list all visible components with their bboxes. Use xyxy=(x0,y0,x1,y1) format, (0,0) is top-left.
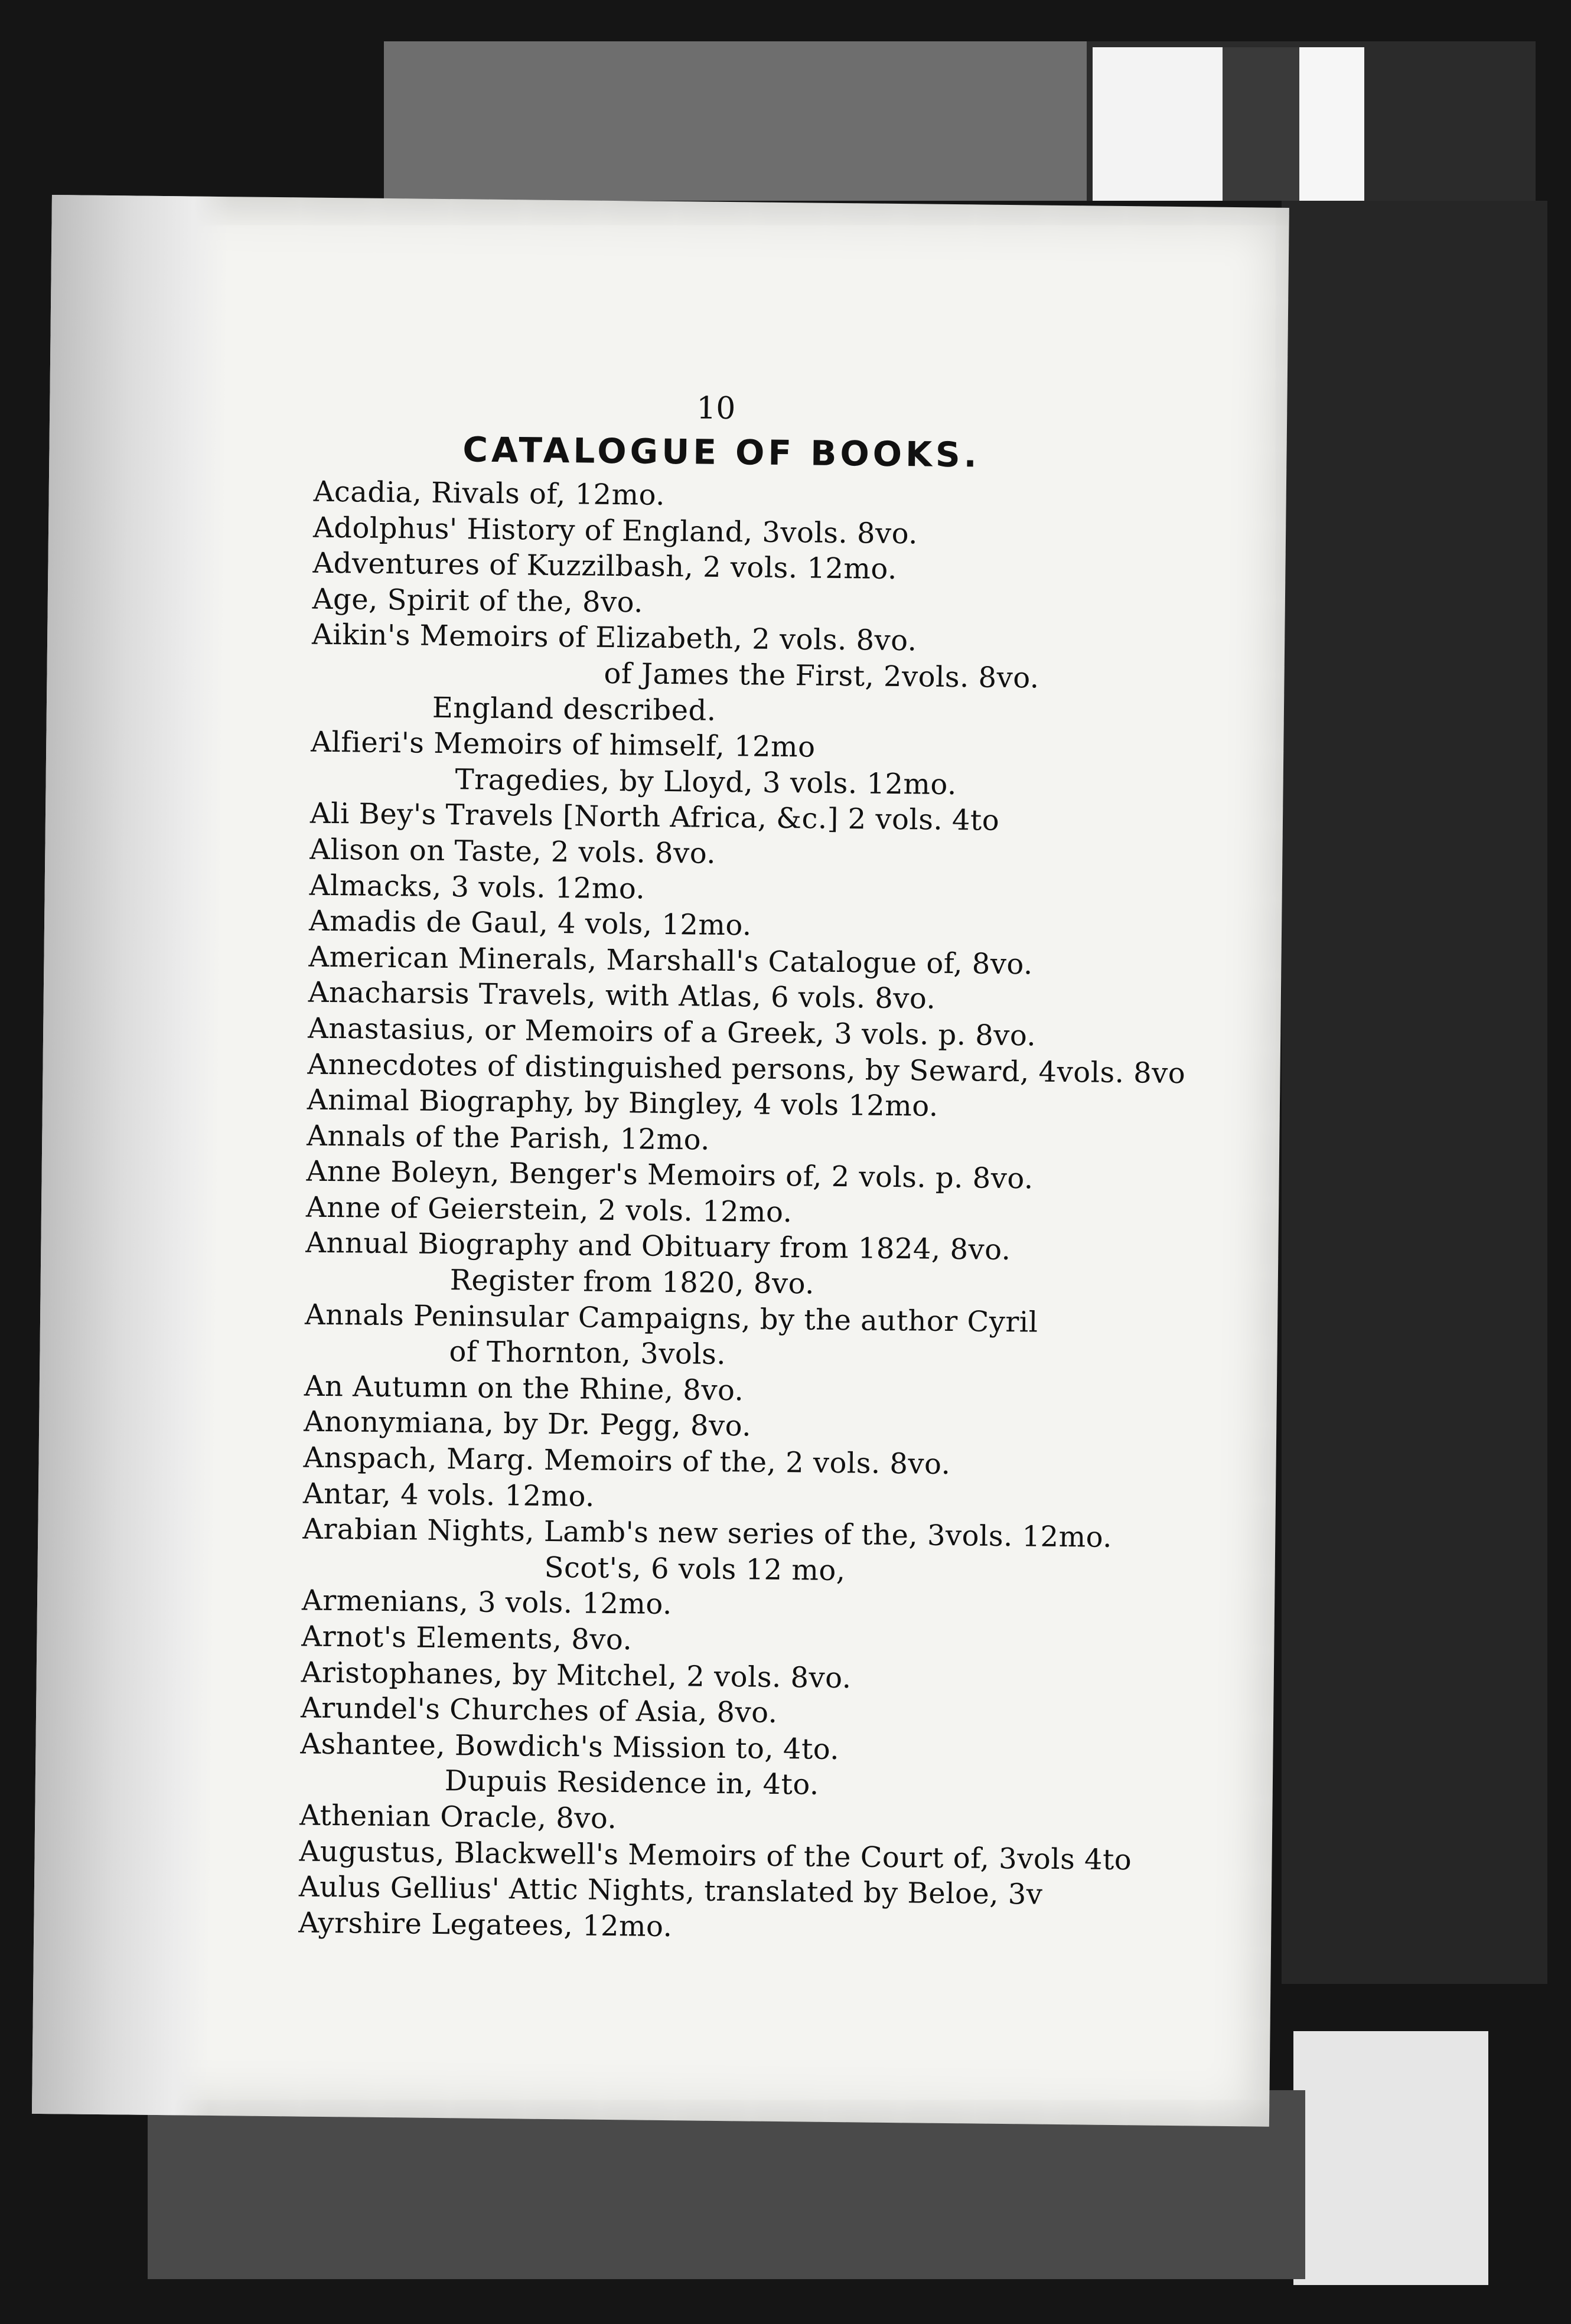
catalogue-entry: Annecdotes of distinguished persons, by Seward, 4vols. 8vo xyxy=(307,1047,1186,1090)
catalogue-entry: Antar, 4 vols. 12mo. xyxy=(302,1477,595,1513)
catalogue-entry: of Thornton, 3vols. xyxy=(449,1335,726,1372)
catalogue-entry: Anacharsis Travels, with Atlas, 6 vols. 8vo. xyxy=(308,975,936,1016)
catalogue-entry: Annual Biography and Obituary from 1824, 8vo. xyxy=(305,1226,1011,1267)
catalogue-entry: England described. xyxy=(432,691,716,727)
background-strip xyxy=(1282,201,1547,1984)
catalogue-entry: Register from 1820, 8vo. xyxy=(449,1264,815,1301)
catalogue-entry: Dupuis Residence in, 4to. xyxy=(444,1764,819,1802)
catalogue-entry: Acadia, Rivals of, 12mo. xyxy=(313,475,666,512)
background-strip xyxy=(1093,47,1223,201)
catalogue-entry: Athenian Oracle, 8vo. xyxy=(299,1799,617,1836)
catalogue-entry: Alison on Taste, 2 vols. 8vo. xyxy=(309,833,716,870)
background-strip xyxy=(1299,47,1364,201)
catalogue-entry: Almacks, 3 vols. 12mo. xyxy=(309,869,646,906)
catalogue-entry: Aikin's Memoirs of Elizabeth, 2 vols. 8vo. xyxy=(311,618,917,658)
page-binding-edge xyxy=(32,195,229,2116)
catalogue-page xyxy=(32,195,1289,2127)
catalogue-entry-list xyxy=(298,474,1259,1951)
catalogue-entry: Arundel's Churches of Asia, 8vo. xyxy=(300,1691,778,1730)
catalogue-entry: Animal Biography, by Bingley, 4 vols 12mo. xyxy=(307,1083,938,1123)
catalogue-entry: American Minerals, Marshall's Catalogue of, 8vo. xyxy=(308,940,1034,981)
catalogue-entry: Ali Bey's Travels [North Africa, &c.] 2 vols. 4to xyxy=(309,797,1000,838)
catalogue-entry: Annals Peninsular Campaigns, by the author Cyril xyxy=(304,1298,1038,1339)
catalogue-entry: An Autumn on the Rhine, 8vo. xyxy=(304,1369,744,1408)
catalogue-entry: Annals of the Parish, 12mo. xyxy=(307,1119,710,1157)
catalogue-entry: Adventures of Kuzzilbash, 2 vols. 12mo. xyxy=(312,546,898,586)
catalogue-entry: Anne Boleyn, Benger's Memoirs of, 2 vols. p. 8vo. xyxy=(306,1154,1034,1196)
catalogue-entry: Amadis de Gaul, 4 vols, 12mo. xyxy=(308,904,752,942)
catalogue-entry: Anastasius, or Memoirs of a Greek, 3 vols. p. 8vo. xyxy=(307,1011,1037,1053)
background-strip xyxy=(1293,2031,1488,2285)
catalogue-entry: Aulus Gellius' Attic Nights, translated by Beloe, 3v xyxy=(298,1870,1043,1911)
catalogue-entry: Ayrshire Legatees, 12mo. xyxy=(298,1906,673,1943)
background-strip xyxy=(384,41,1087,201)
catalogue-entry: Anne of Geierstein, 2 vols. 12mo. xyxy=(305,1190,793,1229)
catalogue-entry: Anspach, Marg. Memoirs of the, 2 vols. 8vo. xyxy=(303,1441,951,1481)
catalogue-entry: Arabian Nights, Lamb's new series of the, 3vols. 12mo. xyxy=(302,1512,1113,1555)
page-title: CATALOGUE OF BOOKS. xyxy=(462,429,981,475)
catalogue-entry: of James the First, 2vols. 8vo. xyxy=(604,657,1039,695)
catalogue-entry: Tragedies, by Lloyd, 3 vols. 12mo. xyxy=(455,762,957,801)
catalogue-entry: Augustus, Blackwell's Memoirs of the Court of, 3vols 4to xyxy=(299,1835,1132,1876)
catalogue-entry: Ashantee, Bowdich's Mission to, 4to. xyxy=(300,1727,840,1766)
catalogue-entry: Age, Spirit of the, 8vo. xyxy=(312,582,644,619)
catalogue-entry: Armenians, 3 vols. 12mo. xyxy=(301,1584,673,1621)
background-strip xyxy=(1223,47,1299,201)
catalogue-entry: Arnot's Elements, 8vo. xyxy=(301,1620,633,1657)
page-number: 10 xyxy=(696,390,736,427)
catalogue-entry: Adolphus' History of England, 3vols. 8vo. xyxy=(312,511,918,550)
catalogue-entry: Aristophanes, by Mitchel, 2 vols. 8vo. xyxy=(301,1656,852,1695)
catalogue-entry: Scot's, 6 vols 12 mo, xyxy=(544,1551,846,1588)
catalogue-entry: Alfieri's Memoirs of himself, 12mo xyxy=(311,725,816,764)
catalogue-entry: Anonymiana, by Dr. Pegg, 8vo. xyxy=(303,1405,752,1443)
